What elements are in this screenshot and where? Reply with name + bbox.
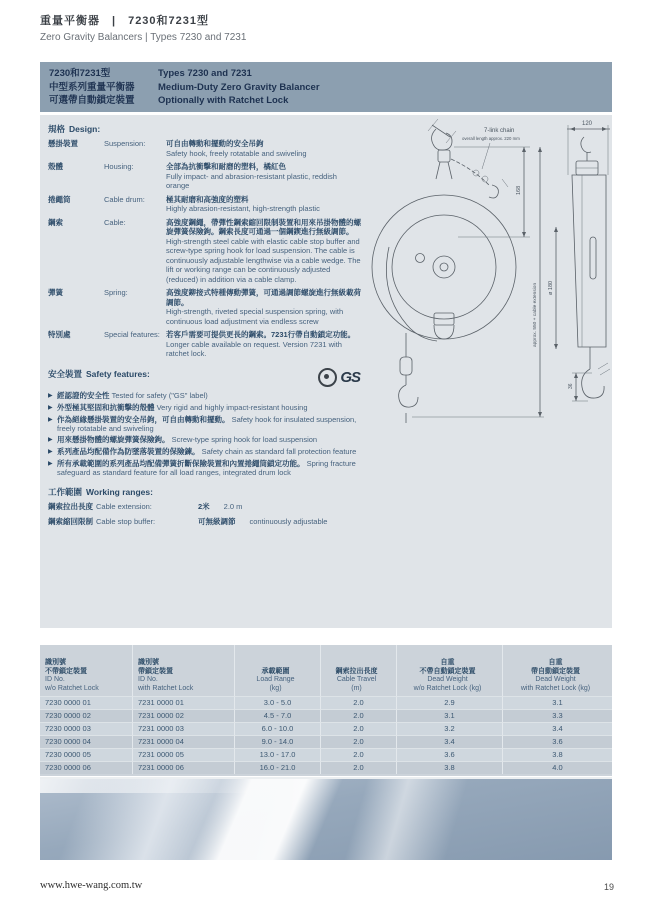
table-cell: 4.0 <box>502 761 612 774</box>
table-cell: 7231 0000 06 <box>132 761 234 774</box>
table-cell: 7230 0000 05 <box>40 748 132 761</box>
dim-dia-180 <box>548 227 558 349</box>
design-label-zh: 捲繩筒 <box>48 194 71 204</box>
safety-item <box>48 403 366 413</box>
table-cell: 2.0 <box>320 761 396 774</box>
design-desc-zh: 高強度鉚接式特種傳動彈簧，可通過調節螺旋進行無級載荷調節。 <box>166 288 361 307</box>
design-desc-zh: 極其耐磨和高強度的塑料 <box>166 194 249 204</box>
design-heading-zh: 規格 <box>48 124 66 134</box>
title-zh-line: 可選帶自動鎖定裝置 <box>49 95 135 106</box>
svg-text:36: 36 <box>568 383 574 389</box>
working-label-zh: 鋼索拉出長度 <box>48 501 93 511</box>
title-band-en <box>158 67 320 108</box>
table-cell: 2.0 <box>320 722 396 735</box>
bullet-icon: ▶ <box>48 392 53 399</box>
column-header-en: Cable Travel <box>336 676 377 683</box>
technical-drawing <box>354 117 610 449</box>
safety-item <box>48 391 366 401</box>
design-label-en: Cable drum: <box>104 194 145 204</box>
table-cell: 3.4 <box>502 722 612 735</box>
safety-heading-zh: 安全裝置 <box>48 368 83 379</box>
page-header <box>40 12 246 43</box>
table-cell: 7230 0000 03 <box>40 722 132 735</box>
design-row <box>48 288 366 326</box>
column-header <box>40 645 132 696</box>
safety-item-zh: 外型極其堅固和抗衝擊的殼體 <box>57 402 155 412</box>
tuv-logo-icon <box>318 368 337 387</box>
svg-text:approx. 550 + cable extension: approx. 550 + cable extension <box>533 282 538 347</box>
design-description <box>166 162 362 191</box>
design-label-en: Cable: <box>104 217 126 227</box>
table-cell: 7230 0000 06 <box>40 761 132 774</box>
column-header-en: (kg) <box>269 684 282 692</box>
design-description <box>166 218 362 285</box>
safety-item-body <box>57 391 357 401</box>
working-range-row <box>48 502 366 511</box>
working-range-row <box>48 517 366 526</box>
table-cell: 3.1 <box>502 696 612 709</box>
table-cell: 4.5 - 7.0 <box>234 709 320 722</box>
design-desc-en: Longer cable available on request. Version 7231 with ratchet lock. <box>166 339 342 358</box>
title-zh-line: 7230和7231型 <box>49 68 111 79</box>
safety-heading-en: Safety features: <box>86 368 150 379</box>
column-header-en: Dead Weight <box>427 676 468 683</box>
safety-item-en: Safety chain as standard fall protection feature <box>201 446 357 456</box>
column-header-en: with Ratchet Lock (kg) <box>520 684 591 692</box>
spec-table-panel <box>40 645 612 776</box>
design-label-zh: 特別處 <box>48 330 71 339</box>
safety-feature-list <box>48 391 366 477</box>
column-header <box>132 645 234 696</box>
design-description <box>166 139 362 158</box>
table-cell: 7231 0000 05 <box>132 748 234 761</box>
safety-item-zh: 系列產品均配備作為防墜落裝置的保險鍊。 <box>57 446 200 456</box>
table-cell: 2.9 <box>396 696 502 709</box>
page-title-zh: 重量平衡器 | 7230和7231型 <box>40 15 210 27</box>
table-cell: 16.0 - 21.0 <box>234 761 320 774</box>
side-view <box>567 125 610 398</box>
footer-website-link[interactable]: www.hwe-wang.com.tw <box>40 880 143 891</box>
column-header-zh: 承載範圍 <box>261 667 290 675</box>
dim-width-label: 120 <box>582 121 593 127</box>
safety-item-body <box>57 415 357 433</box>
design-heading <box>48 123 366 135</box>
design-description <box>166 330 362 359</box>
spec-left-column <box>48 121 366 532</box>
column-header-zh: 識別號 <box>138 659 159 666</box>
table-cell: 3.8 <box>396 761 502 774</box>
column-header-zh: 帶鎖定裝置 <box>138 667 173 675</box>
safety-item-zh: 作為絕緣懸掛裝置的安全吊鉤，可自由轉動和擺動。 <box>57 414 230 424</box>
working-heading-en: Working ranges: <box>86 486 153 497</box>
design-label-zh: 彈簧 <box>48 288 63 297</box>
table-cell: 2.0 <box>320 735 396 748</box>
design-desc-en: High-strength steel cable with elastic cable stop buffer and screw-type spring hook for load suspension. The cable is continuously adjustable lengthwise via a cable wedge. The lift or working range can be continuously adjusted (reduced) in addition via a cable clamp. <box>166 236 361 284</box>
title-en-line: Medium-Duty Zero Gravity Balancer <box>158 81 320 93</box>
column-header <box>320 645 396 696</box>
table-cell: 7231 0000 04 <box>132 735 234 748</box>
svg-text:ø 180: ø 180 <box>548 280 554 295</box>
spec-panel <box>40 115 612 628</box>
front-view-hook <box>428 119 456 179</box>
table-cell: 2.0 <box>320 748 396 761</box>
bullet-icon: ▶ <box>48 404 53 411</box>
safety-item <box>48 415 366 433</box>
working-range-label <box>48 517 198 526</box>
cable-and-hook <box>399 333 418 423</box>
column-header-en: w/o Ratchet Lock (kg) <box>413 684 482 692</box>
bullet-icon: ▶ <box>48 416 53 423</box>
design-label-en: Special features: <box>104 330 160 339</box>
column-header-en: ID No. <box>138 676 158 683</box>
table-cell: 7231 0000 01 <box>132 696 234 709</box>
column-header <box>396 645 502 696</box>
safety-item-en: Tested for safety ("GS" label) <box>111 390 208 400</box>
design-label-zh: 殼體 <box>48 162 63 171</box>
design-desc-zh: 可自由轉動和擺動的安全吊鉤 <box>166 139 264 148</box>
bullet-icon: ▶ <box>48 460 53 467</box>
safety-item-en: Spring fracture safeguard as standard feature for all load ranges, integrated drum lock <box>57 458 356 477</box>
product-title-band <box>40 62 612 112</box>
safety-item-body <box>57 435 357 445</box>
table-cell: 3.4 <box>396 735 502 748</box>
safety-item-en: Screw-type spring hook for load suspension <box>171 434 318 444</box>
working-range-label <box>48 502 198 511</box>
design-label-zh: 鋼索 <box>48 217 63 227</box>
safety-chain <box>451 159 508 198</box>
product-photo-strip <box>40 777 612 860</box>
safety-item-zh: 所有承載範圍的系列產品均配備彈簧折斷保險裝置和內置捲繩筒鎖定功能。 <box>57 458 305 468</box>
working-heading-zh: 工作範圍 <box>48 486 83 497</box>
title-zh-line: 中型系列重量平衡器 <box>49 81 135 93</box>
safety-item-en: Safety hook for insulated suspension, freely rotatable and swiveling <box>57 414 357 433</box>
design-label-zh: 懸掛裝置 <box>48 139 78 148</box>
design-label-en: Housing: <box>104 162 134 171</box>
design-label-en: Suspension: <box>104 139 146 148</box>
design-label-en: Spring: <box>104 288 128 297</box>
working-label-en: Cable extension: <box>96 501 152 511</box>
design-description <box>166 195 362 214</box>
dim-168 <box>454 147 530 237</box>
safety-heading <box>48 368 366 387</box>
column-header-zh: 帶自動鎖定裝置 <box>531 667 580 675</box>
table-cell: 3.1 <box>396 709 502 722</box>
design-desc-en: High-strength, riveted special suspension spring, with continuous load adjustment via endless screw <box>166 307 344 326</box>
table-cell: 7230 0000 01 <box>40 696 132 709</box>
column-header-en: (m) <box>351 684 362 692</box>
working-ranges-heading <box>48 486 366 498</box>
chain-note: 7-link chain <box>484 128 515 134</box>
title-band-zh <box>49 67 135 108</box>
working-value-zh: 2米 <box>198 501 210 511</box>
design-description <box>166 288 362 326</box>
working-label-zh: 鋼索縮回限制 <box>48 516 93 526</box>
safety-item-body <box>57 459 357 477</box>
design-heading-en: Design: <box>69 124 101 134</box>
table-cell: 9.0 - 14.0 <box>234 735 320 748</box>
bullet-icon: ▶ <box>48 436 53 443</box>
safety-item-body <box>57 447 357 457</box>
column-header <box>502 645 612 696</box>
table-cell: 7230 0000 04 <box>40 735 132 748</box>
table-cell: 2.0 <box>320 709 396 722</box>
column-header-en: ID No. <box>45 676 65 683</box>
design-rows <box>48 139 366 359</box>
working-value-zh: 可無級調節 <box>198 516 236 526</box>
column-header-en: Dead Weight <box>535 676 576 683</box>
column-header-zh: 鋼索拉出長度 <box>335 667 378 675</box>
chain-note-sub: overall length approx. 220 mm <box>462 136 520 141</box>
working-value-en: continuously adjustable <box>249 516 328 526</box>
safety-item-zh: 用來懸掛物體的螺旋彈簧保險鉤。 <box>57 434 170 444</box>
safety-item <box>48 435 366 445</box>
bullet-icon: ▶ <box>48 448 53 455</box>
design-desc-zh: 全部為抗衝擊和耐磨的塑料，橘紅色 <box>166 162 286 171</box>
safety-item-body <box>57 403 357 413</box>
table-cell: 7231 0000 02 <box>132 709 234 722</box>
design-row <box>48 162 366 191</box>
column-header-en: with Ratchet Lock <box>138 684 194 692</box>
design-desc-en: Highly abrasion-resistant, high-strength plastic <box>166 204 320 213</box>
safety-item-en: Very rigid and highly impact-resistant housing <box>156 402 308 412</box>
gs-mark-icon: GS <box>340 368 360 386</box>
design-row <box>48 139 366 158</box>
column-header-zh: 不帶鎖定裝置 <box>45 667 87 675</box>
column-header-en: w/o Ratchet Lock <box>45 684 99 692</box>
column-header <box>234 645 320 696</box>
working-ranges-rows <box>48 502 366 526</box>
table-cell: 7231 0000 03 <box>132 722 234 735</box>
table-cell: 6.0 - 10.0 <box>234 722 320 735</box>
design-row <box>48 195 366 214</box>
column-header-zh: 識別號 <box>45 659 66 666</box>
design-desc-zh: 高強度鋼繩，帶彈性鋼索縮回限制裝置和用來吊掛物體的螺旋彈簧保險鉤。鋼索長度可通過一個鋼鍥進行無級調節。 <box>166 217 361 236</box>
svg-text:168: 168 <box>516 185 522 195</box>
column-header-en: Load Range <box>256 676 295 683</box>
safety-item <box>48 447 366 457</box>
table-cell: 13.0 - 17.0 <box>234 748 320 761</box>
safety-item-zh: 經認證的安全性 <box>57 390 110 400</box>
table-cell: 3.6 <box>396 748 502 761</box>
column-header-zh: 自重 <box>548 659 563 666</box>
design-row <box>48 218 366 285</box>
column-header-zh: 自重 <box>440 659 455 666</box>
table-cell: 3.8 <box>502 748 612 761</box>
page-number: 19 <box>603 882 614 892</box>
working-label-en: Cable stop buffer: <box>96 516 156 526</box>
table-cell: 3.6 <box>502 735 612 748</box>
title-en-line: Optionally with Ratchet Lock <box>158 95 289 106</box>
design-desc-zh: 若客戶需要可提供更長的鋼索。7231行帶自動鎖定功能。 <box>166 330 356 339</box>
design-desc-en: Safety hook, freely rotatable and swiveling <box>166 148 307 158</box>
front-view-drum <box>372 195 516 341</box>
design-desc-en: Fully impact- and abrasion-resistant plastic, reddish orange <box>166 171 337 190</box>
spec-table <box>40 645 612 774</box>
table-cell: 2.0 <box>320 696 396 709</box>
safety-item <box>48 459 366 477</box>
table-cell: 3.0 - 5.0 <box>234 696 320 709</box>
design-row <box>48 330 366 359</box>
table-cell: 3.2 <box>396 722 502 735</box>
title-en-line: Types 7230 and 7231 <box>158 68 252 79</box>
page-title-en: Zero Gravity Balancers | Types 7230 and 7231 <box>40 32 247 43</box>
column-header-zh: 不帶自動鎖定裝置 <box>419 667 476 675</box>
table-cell: 3.3 <box>502 709 612 722</box>
table-cell: 7230 0000 02 <box>40 709 132 722</box>
working-value-en: 2.0 m <box>223 501 243 511</box>
